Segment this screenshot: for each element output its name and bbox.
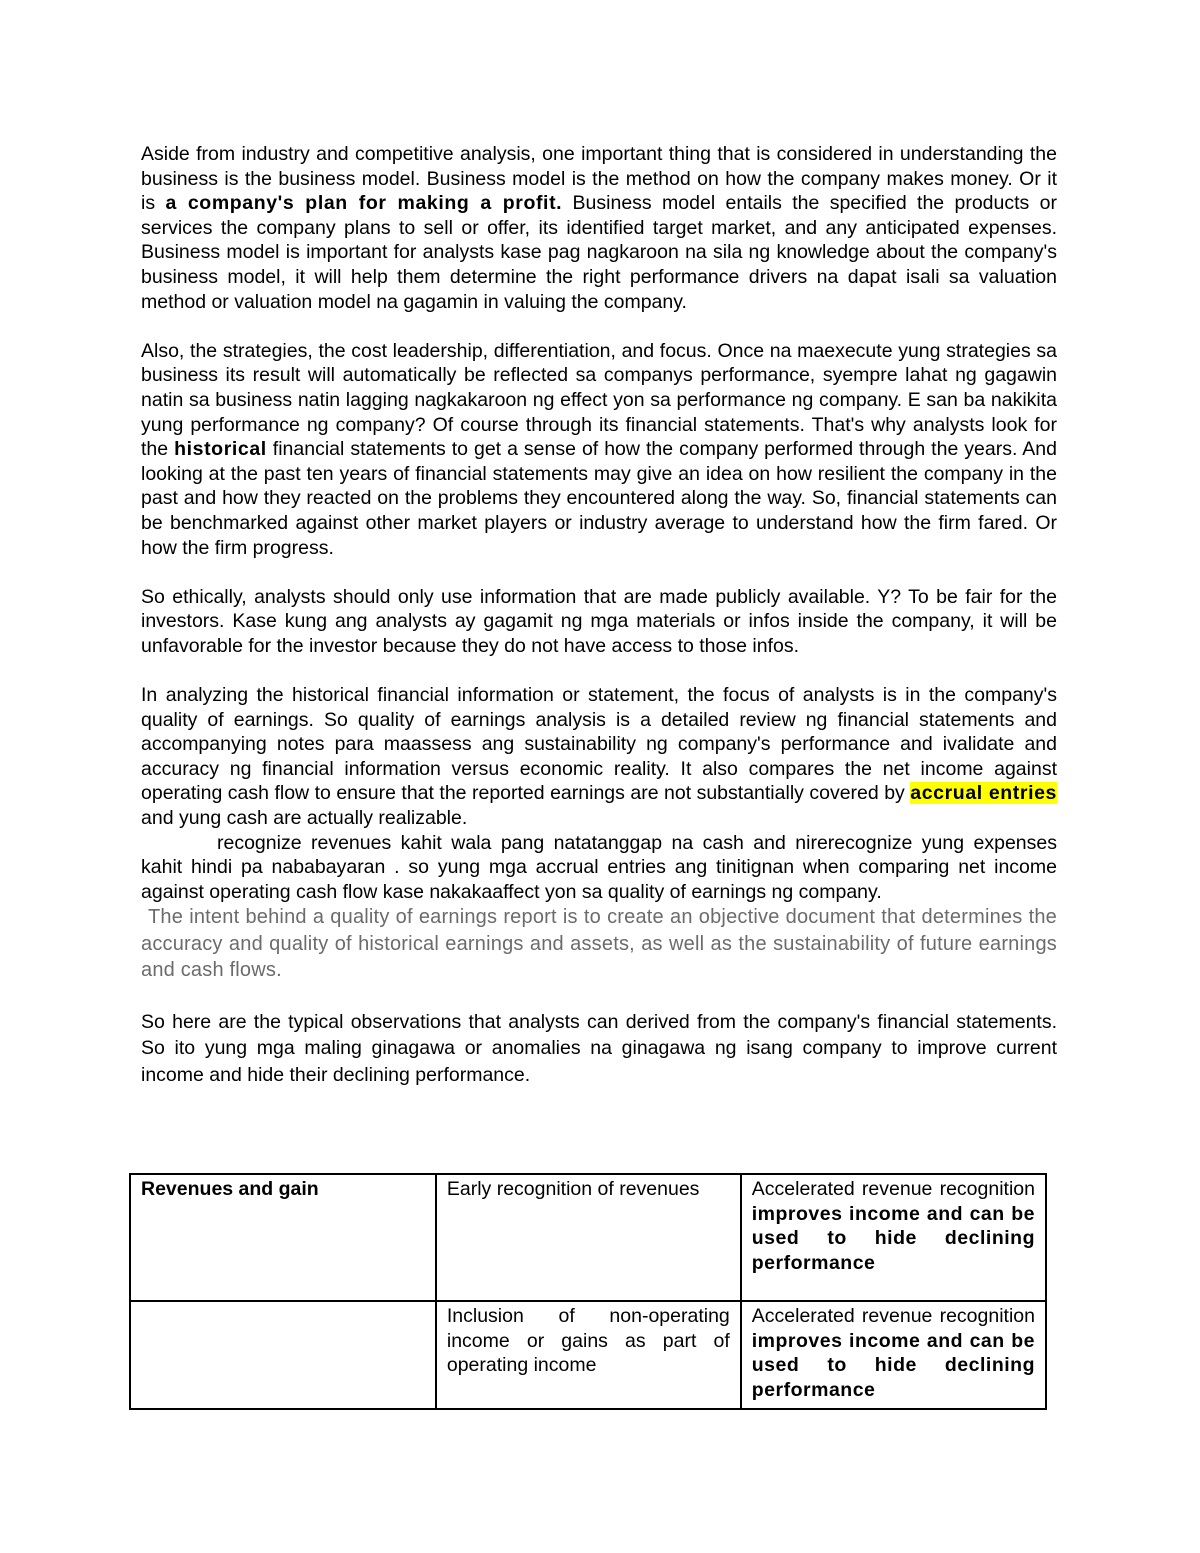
effect-bold-text: improves income and can be used to hide declining performance bbox=[751, 1202, 1035, 1274]
observations-table bbox=[129, 1173, 1047, 1410]
effect-text: Accelerated revenue recognition bbox=[751, 1178, 1035, 1200]
paragraph-text: Business model entails the specified the products or services the company plans to sell or offer, its identified target market, and any anticipated expenses. Business model is important for analysts kase pag nagkaroon na sila ng knowledge about the company's business model, it will help them determine the right performance drivers na dapat isali sa valuation method or valuation model na gagamin in valuing the company. bbox=[141, 192, 1057, 313]
table-cell-category bbox=[130, 1174, 436, 1301]
paragraph-text: Aside from industry and competitive analysis, one important thing that is considered in understanding the business is the business model. Business model is the method on how the company makes money. Or it is bbox=[141, 143, 1057, 215]
quote-text: The intent behind a quality of earnings report is to create an objective document that determines the accuracy and quality of historical earnings and assets, as well as the sustainability of future earnings and cash flows. bbox=[141, 906, 1057, 982]
effect-text: Accelerated revenue recognition bbox=[751, 1305, 1035, 1327]
highlighted-phrase: accrual entries bbox=[910, 782, 1057, 805]
paragraph-ethics: So ethically, analysts should only use information that are made publicly available. Y? To be fair for the investors. Kase kung ang analysts ay gagamit ng mga materials or infos inside the company, it will be unfavorable for the investor because they do not have access to those infos. bbox=[141, 585, 1057, 657]
effect-bold-text: improves income and can be used to hide declining performance bbox=[751, 1329, 1035, 1401]
document-page bbox=[141, 142, 1057, 1088]
bold-phrase: a company's plan for making a profit. bbox=[165, 192, 563, 215]
table-cell-category bbox=[130, 1301, 436, 1409]
paragraph-text: In analyzing the historical financial information or statement, the focus of analysts is in the company's quality of earnings. So quality of earnings analysis is a detailed review ng financial statements and accompanying notes para maassess ang sustainability ng company's performance and ivalidate and accuracy ng financial information versus economic reality. It also compares the net income against operating cash flow to ensure that the reported earnings are not substantially covered by bbox=[141, 684, 1057, 805]
quoted-definition bbox=[141, 904, 1057, 984]
paragraph-strategies bbox=[141, 339, 1057, 560]
bold-word: historical bbox=[174, 438, 267, 461]
table-cell-practice: Inclusion of non-operating income or gains as part of operating income bbox=[436, 1301, 741, 1409]
table-cell-practice: Early recognition of revenues bbox=[436, 1174, 741, 1301]
paragraph-text: and yung cash are actually realizable. bbox=[141, 807, 468, 830]
paragraph-business-model bbox=[141, 142, 1057, 314]
paragraph-text: financial statements to get a sense of how the company performed through the years. And looking at the past ten years of financial statements may give an idea on how resilient the company in the past and how they reacted on the problems they encountered along the way. So, financial statements can be benchmarked against other market players or industry average to understand how the firm fared. Or how the firm progress. bbox=[141, 438, 1057, 559]
paragraph-accrual-explanation: recognize revenues kahit wala pang natatanggap na cash and nirerecognize yung expenses kahit hindi pa nababayaran . so yung mga accrual entries ang tinitignan when comparing net income against operating cash flow kase nakakaaffect yon sa quality of earnings ng company. bbox=[141, 831, 1057, 903]
paragraph-text: Also, the strategies, the cost leadership, differentiation, and focus. Once na maexecute yung strategies sa business its result will automatically be reflected sa companys performance, syempre lahat ng gagawin natin sa business natin lagging nagkakaroon ng effect yon sa performance ng company. E san ba nakikita yung performance ng company? Of course through its financial statements. That's why analysts look for the bbox=[141, 339, 1057, 461]
table-row bbox=[130, 1174, 1046, 1301]
paragraph-quality-of-earnings bbox=[141, 683, 1057, 831]
table-cell-effect bbox=[741, 1174, 1046, 1301]
table-cell-effect bbox=[741, 1301, 1046, 1409]
category-label: Revenues and gain bbox=[141, 1178, 319, 1200]
paragraph-observations-intro: So here are the typical observations that analysts can derived from the company's financial statements. So ito yung mga maling ginagawa or anomalies na ginagawa ng isang company to improve current income and hide their declining performance. bbox=[141, 1010, 1057, 1086]
table-row bbox=[130, 1301, 1046, 1409]
